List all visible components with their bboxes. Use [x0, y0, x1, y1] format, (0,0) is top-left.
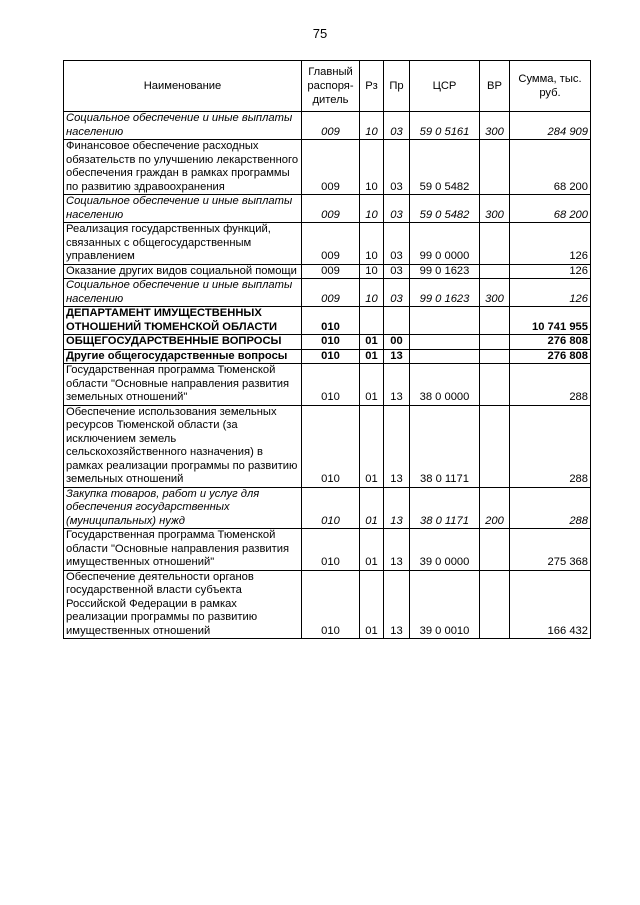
cell-name: Социальное обеспечение и иные выплаты населению	[64, 112, 302, 140]
cell-sum: 126	[510, 279, 591, 307]
cell-csr: 38 0 0000	[410, 364, 480, 406]
table-row	[64, 529, 591, 571]
table-row	[64, 307, 591, 335]
cell-sum: 284 909	[510, 112, 591, 140]
cell-pr: 03	[384, 264, 410, 279]
cell-rz: 10	[360, 140, 384, 195]
cell-rz: 10	[360, 279, 384, 307]
cell-rz: 10	[360, 264, 384, 279]
table-row	[64, 335, 591, 350]
table-row	[64, 487, 591, 529]
cell-admin: 010	[302, 364, 360, 406]
cell-pr: 13	[384, 529, 410, 571]
cell-vr	[480, 529, 510, 571]
cell-admin: 010	[302, 405, 360, 487]
table-row	[64, 349, 591, 364]
cell-name: Обеспечение использования земельных ресурсов Тюменской области (за исключением земель сельскохозяйственного назначения) в рамках реализации программы по развитию земельных отношений	[64, 405, 302, 487]
cell-csr: 99 0 1623	[410, 264, 480, 279]
cell-rz: 01	[360, 364, 384, 406]
page-number: 75	[312, 26, 328, 41]
cell-admin: 010	[302, 570, 360, 639]
cell-name: Государственная программа Тюменской области "Основные направления развития имущественных отношений"	[64, 529, 302, 571]
cell-pr: 03	[384, 195, 410, 223]
cell-vr	[480, 223, 510, 265]
cell-csr	[410, 349, 480, 364]
header-admin: Главный распоря-дитель	[302, 61, 360, 112]
header-csr: ЦСР	[410, 61, 480, 112]
cell-admin: 010	[302, 307, 360, 335]
cell-rz	[360, 307, 384, 335]
cell-sum: 275 368	[510, 529, 591, 571]
cell-name: Оказание других видов социальной помощи	[64, 264, 302, 279]
table-row	[64, 264, 591, 279]
table-row	[64, 405, 591, 487]
cell-admin: 009	[302, 223, 360, 265]
cell-pr: 13	[384, 487, 410, 529]
cell-vr: 300	[480, 279, 510, 307]
cell-rz: 01	[360, 529, 384, 571]
cell-pr: 03	[384, 223, 410, 265]
cell-vr	[480, 307, 510, 335]
cell-pr: 13	[384, 570, 410, 639]
cell-pr: 03	[384, 112, 410, 140]
cell-sum: 288	[510, 487, 591, 529]
cell-vr: 200	[480, 487, 510, 529]
cell-csr: 39 0 0010	[410, 570, 480, 639]
table-row	[64, 195, 591, 223]
cell-sum: 68 200	[510, 140, 591, 195]
cell-rz: 10	[360, 223, 384, 265]
table-row	[64, 279, 591, 307]
header-vr: ВР	[480, 61, 510, 112]
cell-vr	[480, 349, 510, 364]
cell-csr: 99 0 0000	[410, 223, 480, 265]
cell-name: Социальное обеспечение и иные выплаты населению	[64, 195, 302, 223]
cell-sum: 10 741 955	[510, 307, 591, 335]
cell-sum: 68 200	[510, 195, 591, 223]
cell-name: Государственная программа Тюменской области "Основные направления развития земельных отношений"	[64, 364, 302, 406]
cell-rz: 10	[360, 195, 384, 223]
cell-sum: 126	[510, 264, 591, 279]
cell-csr: 59 0 5482	[410, 195, 480, 223]
cell-pr: 00	[384, 335, 410, 350]
cell-sum: 276 808	[510, 335, 591, 350]
cell-admin: 010	[302, 335, 360, 350]
cell-vr	[480, 140, 510, 195]
cell-sum: 166 432	[510, 570, 591, 639]
cell-sum: 276 808	[510, 349, 591, 364]
cell-vr	[480, 364, 510, 406]
budget-table	[63, 60, 591, 639]
cell-csr	[410, 307, 480, 335]
cell-rz: 01	[360, 349, 384, 364]
table-header-row	[64, 61, 591, 112]
table-row	[64, 112, 591, 140]
cell-admin: 010	[302, 529, 360, 571]
cell-admin: 009	[302, 140, 360, 195]
cell-csr: 59 0 5161	[410, 112, 480, 140]
cell-csr	[410, 335, 480, 350]
table-row	[64, 570, 591, 639]
table-row	[64, 364, 591, 406]
cell-pr: 03	[384, 140, 410, 195]
cell-vr	[480, 335, 510, 350]
cell-pr: 13	[384, 405, 410, 487]
cell-vr	[480, 570, 510, 639]
cell-admin: 010	[302, 349, 360, 364]
table-row	[64, 223, 591, 265]
cell-pr: 13	[384, 349, 410, 364]
header-sum: Сумма, тыс. руб.	[510, 61, 591, 112]
cell-name: Закупка товаров, работ и услуг для обеспечения государственных (муниципальных) нужд	[64, 487, 302, 529]
cell-sum: 288	[510, 405, 591, 487]
cell-csr: 59 0 5482	[410, 140, 480, 195]
table-row	[64, 140, 591, 195]
cell-csr: 38 0 1171	[410, 487, 480, 529]
header-rz: Рз	[360, 61, 384, 112]
cell-admin: 009	[302, 112, 360, 140]
cell-admin: 010	[302, 487, 360, 529]
cell-name: Обеспечение деятельности органов государственной власти субъекта Российской Федерации в рамках реализации программы по развитию имущественных отношений	[64, 570, 302, 639]
cell-rz: 01	[360, 405, 384, 487]
cell-name: Реализация государственных функций, связанных с общегосударственным управлением	[64, 223, 302, 265]
cell-admin: 009	[302, 264, 360, 279]
cell-vr: 300	[480, 112, 510, 140]
cell-name: ДЕПАРТАМЕНТ ИМУЩЕСТВЕННЫХ ОТНОШЕНИЙ ТЮМЕНСКОЙ ОБЛАСТИ	[64, 307, 302, 335]
cell-name: Социальное обеспечение и иные выплаты населению	[64, 279, 302, 307]
cell-name: Финансовое обеспечение расходных обязательств по улучшению лекарственного обеспечения граждан в рамках программы по развитию здравоохранения	[64, 140, 302, 195]
cell-name: ОБЩЕГОСУДАРСТВЕННЫЕ ВОПРОСЫ	[64, 335, 302, 350]
cell-rz: 01	[360, 335, 384, 350]
cell-name: Другие общегосударственные вопросы	[64, 349, 302, 364]
header-pr: Пр	[384, 61, 410, 112]
cell-rz: 01	[360, 487, 384, 529]
cell-pr: 03	[384, 279, 410, 307]
cell-vr	[480, 264, 510, 279]
cell-csr: 99 0 1623	[410, 279, 480, 307]
cell-rz: 01	[360, 570, 384, 639]
cell-csr: 39 0 0000	[410, 529, 480, 571]
cell-admin: 009	[302, 195, 360, 223]
header-name: Наименование	[64, 61, 302, 112]
cell-rz: 10	[360, 112, 384, 140]
cell-csr: 38 0 1171	[410, 405, 480, 487]
cell-vr	[480, 405, 510, 487]
cell-sum: 126	[510, 223, 591, 265]
cell-sum: 288	[510, 364, 591, 406]
cell-vr: 300	[480, 195, 510, 223]
cell-admin: 009	[302, 279, 360, 307]
cell-pr	[384, 307, 410, 335]
cell-pr: 13	[384, 364, 410, 406]
